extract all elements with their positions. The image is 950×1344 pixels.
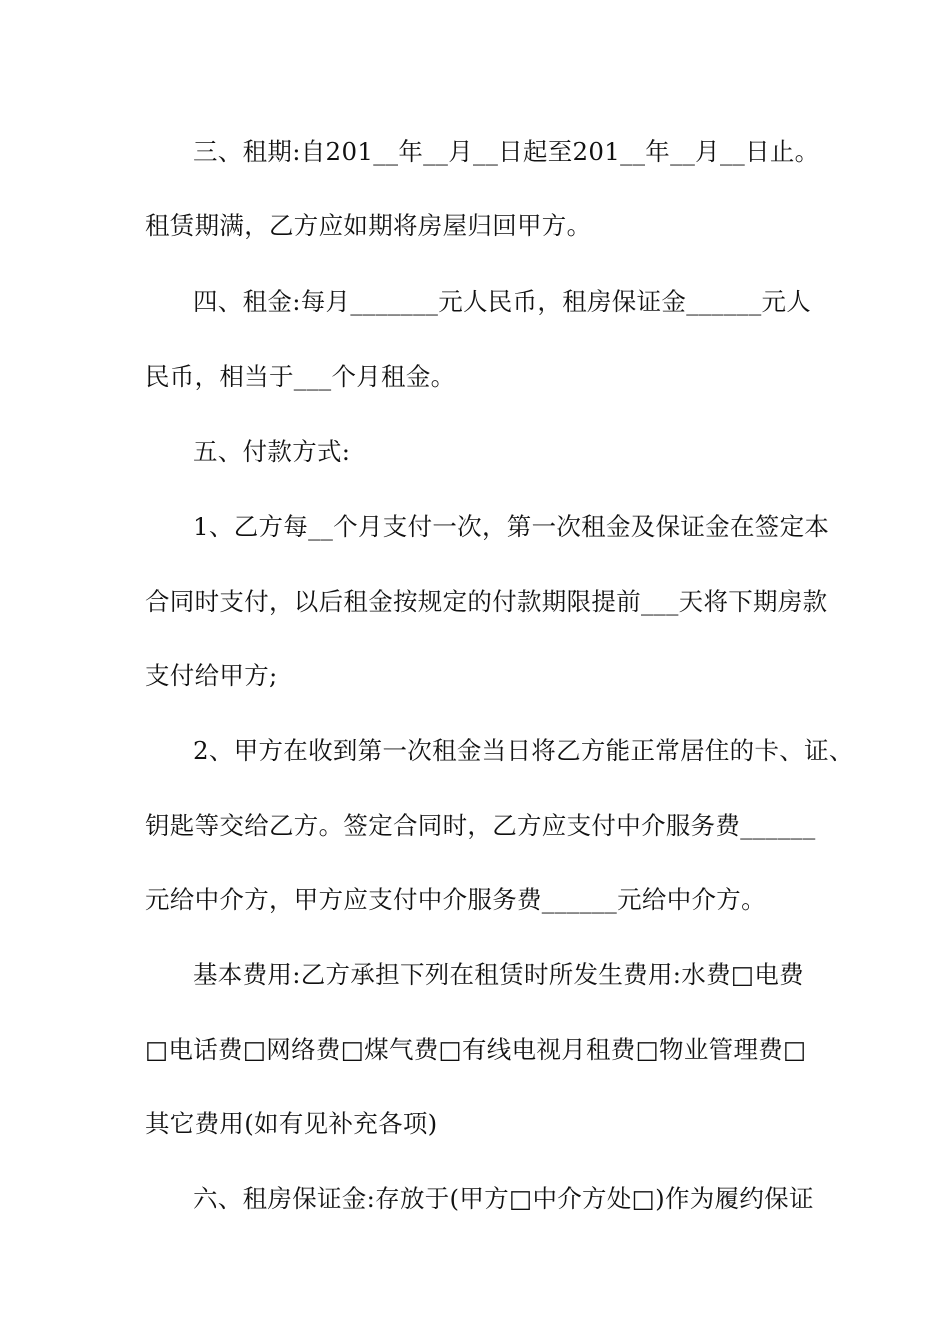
paragraph-payment-1-cont: 合同时支付，以后租金按规定的付款期限提前___天将下期房款	[145, 587, 828, 616]
paragraph-payment-1: 1、乙方每__个月支付一次，第一次租金及保证金在签定本	[193, 512, 830, 541]
paragraph-payment-2-cont: 钥匙等交给乙方。签定合同时，乙方应支付中介服务费______	[145, 811, 816, 840]
paragraph-rent-cont: 民币，相当于___个月租金。	[145, 362, 456, 391]
paragraph-lease-term: 三、租期:自201__年__月__日起至201__年__月__日止。	[193, 137, 820, 166]
paragraph-rent: 四、租金:每月_______元人民币，租房保证金______元人	[193, 287, 812, 316]
heading-payment-method: 五、付款方式:	[193, 437, 351, 466]
paragraph-deposit: 六、租房保证金:存放于(甲方□中介方处□)作为履约保证	[193, 1184, 814, 1213]
paragraph-basic-fees-end: 其它费用(如有见补充各项)	[145, 1109, 438, 1138]
paragraph-lease-term-cont: 租赁期满，乙方应如期将房屋归回甲方。	[145, 211, 592, 240]
paragraph-payment-2: 2、甲方在收到第一次租金当日将乙方能正常居住的卡、证、	[193, 736, 854, 765]
paragraph-payment-2-end: 元给中介方，甲方应支付中介服务费______元给中介方。	[145, 885, 766, 914]
paragraph-payment-1-end: 支付给甲方;	[145, 661, 278, 690]
paragraph-basic-fees-cont: □电话费□网络费□煤气费□有线电视月租费□物业管理费□	[145, 1035, 807, 1064]
paragraph-basic-fees: 基本费用:乙方承担下列在租赁时所发生费用:水费□电费	[193, 960, 804, 989]
